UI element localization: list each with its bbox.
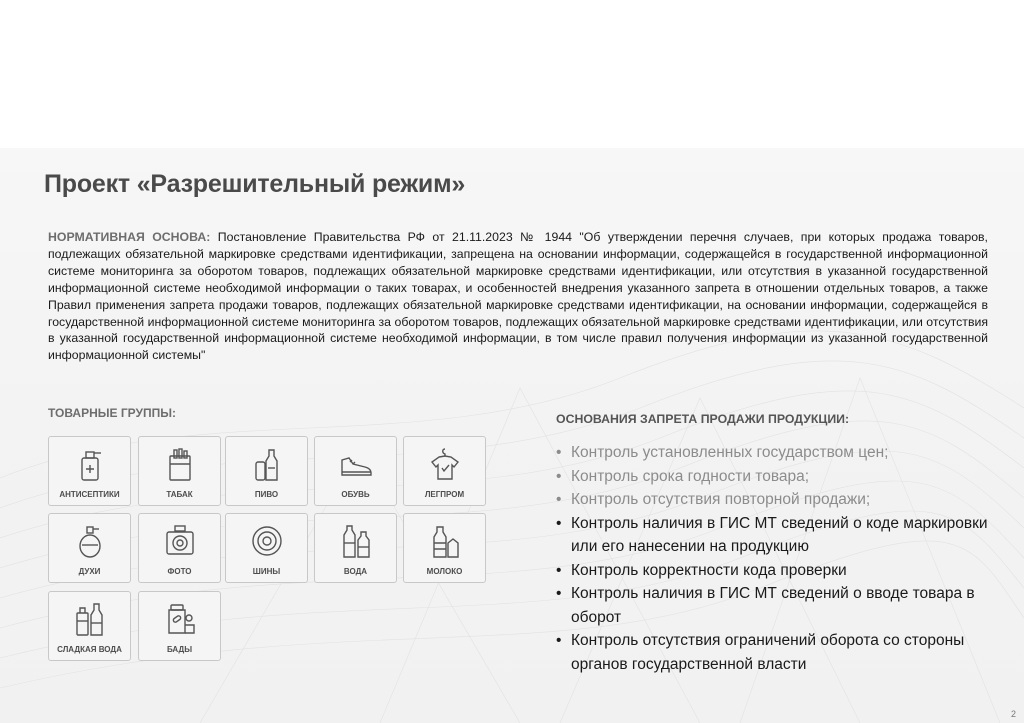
antiseptic-bottle-icon <box>73 446 107 482</box>
product-group-label: ДУХИ <box>78 567 101 576</box>
soda-bottles-icon <box>73 601 107 637</box>
tire-icon <box>250 523 284 559</box>
product-group-tobacco[interactable] <box>138 436 221 506</box>
ban-reason-item: • Контроль корректности кода проверки <box>556 559 996 583</box>
camera-icon <box>163 523 197 559</box>
ban-reason-item: • Контроль наличия в ГИС МТ сведений о коде маркировки или его нанесении на продукцию <box>556 512 996 559</box>
product-group-label: МОЛОКО <box>426 567 463 576</box>
beer-icon <box>250 446 284 482</box>
cigarette-pack-icon <box>163 446 197 482</box>
product-group-label: БАДЫ <box>166 645 193 654</box>
product-group-label: ОБУВЬ <box>341 490 370 499</box>
product-group-beer[interactable] <box>225 436 308 506</box>
product-group-label: ПИВО <box>254 490 279 499</box>
ban-reason-item: • Контроль отсутствия ограничений оборота со стороны органов государственной власти <box>556 629 996 676</box>
normative-basis-text: Постановление Правительства РФ от 21.11.2023 № 1944 "Об утверждении перечня случаев, при которых продажа товаров, подлежащих обязательной маркировке средствами идентификации, запрещена на основании информации, содержащейся в государственной информационной системе мониторинга за оборотом товаров, подлежащих обязательной маркировке средствами идентификации, или отсутствия в указанной государственной информационной системе необходимой информации о таких товарах, и особенностей внедрения указанного запрета в отношении отдельных товаров, а также Правил применения запрета продажи товаров, подлежащих обязательной маркировке средствами идентификации, на основании информации, содержащейся в государственной информационной системе мониторинга за оборотом товаров, подлежащих обязательной маркировке средствами идентификации, или отсутствия в указанной государственной информационной системе необходимой информации, в том числе правил получения информации из указанной государственной информационной системы" <box>48 230 988 363</box>
normative-basis-paragraph <box>48 229 988 364</box>
product-group-label: АНТИСЕПТИКИ <box>59 490 120 499</box>
product-groups-grid <box>48 436 488 666</box>
product-group-light-industry[interactable] <box>403 436 486 506</box>
product-group-tires[interactable] <box>225 513 308 583</box>
normative-basis-label: НОРМАТИВНАЯ ОСНОВА: <box>48 230 211 244</box>
water-bottles-icon <box>339 523 373 559</box>
ban-reasons-heading: ОСНОВАНИЯ ЗАПРЕТА ПРОДАЖИ ПРОДУКЦИИ: <box>556 412 850 426</box>
product-group-label: ШИНЫ <box>252 567 281 576</box>
product-group-sweet-water[interactable] <box>48 591 131 661</box>
product-group-label: ВОДА <box>343 567 368 576</box>
tshirt-hanger-icon <box>428 446 462 482</box>
supplements-icon <box>163 601 197 637</box>
product-group-label: СЛАДКАЯ ВОДА <box>57 645 122 654</box>
slide-title: Проект «Разрешительный режим» <box>44 170 466 198</box>
product-groups-heading: ТОВАРНЫЕ ГРУППЫ: <box>48 406 176 420</box>
product-group-label: ФОТО <box>167 567 192 576</box>
product-group-water[interactable] <box>314 513 397 583</box>
product-group-perfume[interactable] <box>48 513 131 583</box>
product-group-label: ЛЕГПРОМ <box>424 490 465 499</box>
ban-reason-item: • Контроль наличия в ГИС МТ сведений о вводе товара в оборот <box>556 582 996 629</box>
page-number: 2 <box>1010 709 1016 719</box>
ban-reason-item: • Контроль отсутствия повторной продажи; <box>556 488 996 512</box>
sneaker-icon <box>339 446 373 482</box>
perfume-icon <box>73 523 107 559</box>
milk-icon <box>428 523 462 559</box>
product-group-label: ТАБАК <box>166 490 193 499</box>
product-group-footwear[interactable] <box>314 436 397 506</box>
product-group-photo[interactable] <box>138 513 221 583</box>
ban-reason-item: • Контроль установленных государством цен; <box>556 441 996 465</box>
ban-reason-item: • Контроль срока годности товара; <box>556 465 996 489</box>
product-group-antiseptics[interactable] <box>48 436 131 506</box>
product-group-milk[interactable] <box>403 513 486 583</box>
ban-reasons-list <box>556 441 996 676</box>
product-group-supplements[interactable] <box>138 591 221 661</box>
